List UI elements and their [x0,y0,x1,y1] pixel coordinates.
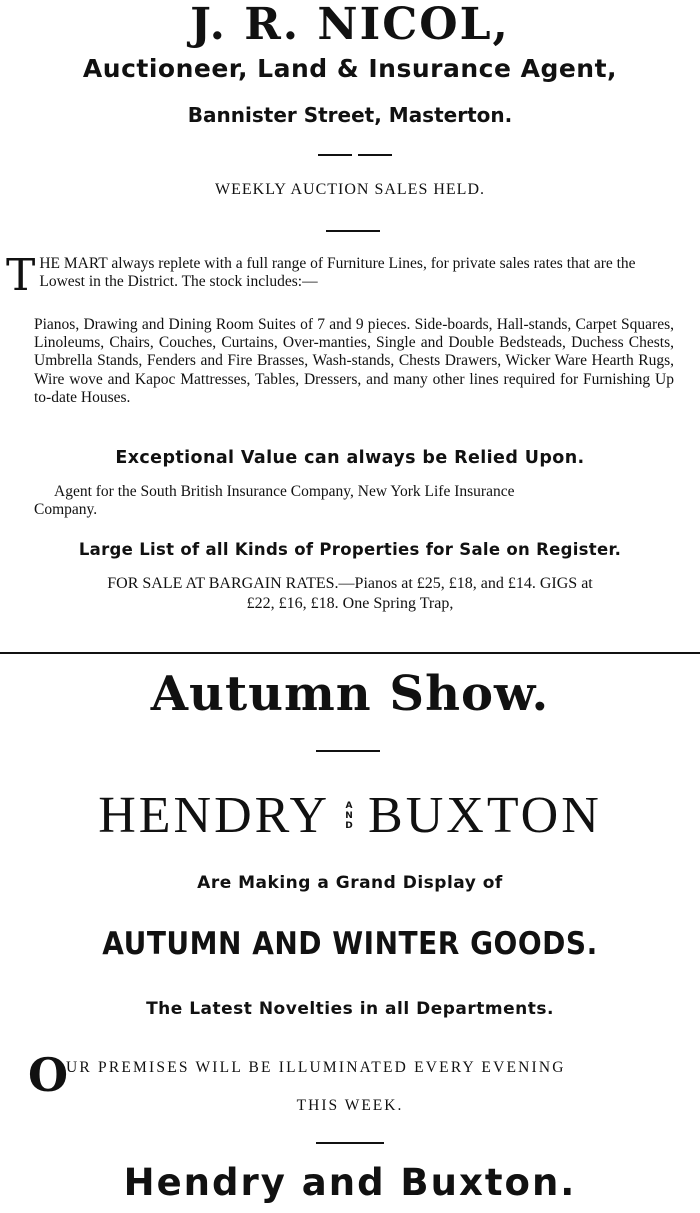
mart-text: HE MART always replete with a full range of Furniture Lines, for private sales rates that are the Lowest in the District. The stock includes:— [39,255,636,290]
hendry-buxton-name [0,786,700,846]
nicol-address: Bannister Street, Masterton. [187,103,513,127]
ad-divider [0,652,700,654]
latest-novelties: The Latest Novelties in all Departments. [146,999,554,1019]
mart-dropcap: T [6,250,36,301]
furniture-list: Pianos, Drawing and Dining Room Suites of 7 and 9 pieces. Side-boards, Hall-stands, Carpet Squares, Linoleums, Chairs, Couches, Curtains, Over-manties, Single and Double Bedsteads, Duchess Chests, Umbrella Stands, Fenders and Fire Brasses, Wash-stands, Chests Drawers, Wicker Ware Hearth Rugs, Wire wove and Kapoc Mattresses, Tables, Dressers, and many other lines required for Furnishing Up to-date Houses. [34,316,674,406]
exceptional-value: Exceptional Value can always be Relied Upon. [115,448,585,468]
premises-paragraph [28,1048,700,1122]
weekly-sales: WEEKLY AUCTION SALES HELD. [215,181,485,198]
footer-rule [316,1142,384,1144]
autumn-winter-goods: AUTUMN AND WINTER GOODS. [102,924,598,962]
agent-line-1: Agent for the South British Insurance Company, New York Life Insurance [54,483,515,500]
properties-register: Large List of all Kinds of Properties for Sale on Register. [78,540,622,559]
premises-line-2: THIS WEEK. [296,1097,404,1114]
name-hendry: HENDRY [98,787,331,844]
hendry-buxton-signature: Hendry and Buxton. [123,1161,577,1204]
sale-line-1: FOR SALE AT BARGAIN RATES.—Pianos at £25, £18, and £14. GIGS at [107,575,593,592]
bargain-sale [0,574,700,614]
agent-line-2: Company. [34,501,98,518]
name-buxton: BUXTON [368,787,602,844]
autumn-show-headline: Autumn Show. [150,666,550,722]
name-and-stacked: A N D [345,801,353,831]
nicol-title: J. R. NICOL, [190,0,510,50]
nicol-subtitle: Auctioneer, Land & Insurance Agent, [82,54,618,83]
autumn-rule [316,750,380,752]
mart-paragraph [6,250,682,301]
premises-line-1: UR PREMISES WILL BE ILLUMINATED EVERY EVENING [66,1059,566,1076]
section-rule [326,230,380,232]
grand-display: Are Making a Grand Display of [197,873,503,893]
agent-paragraph [34,483,674,519]
sale-line-2: £22, £16, £18. One Spring Trap, [246,595,454,612]
short-rule-left [318,154,352,156]
premises-dropcap: O [28,1048,69,1102]
short-rule-right [358,154,392,156]
